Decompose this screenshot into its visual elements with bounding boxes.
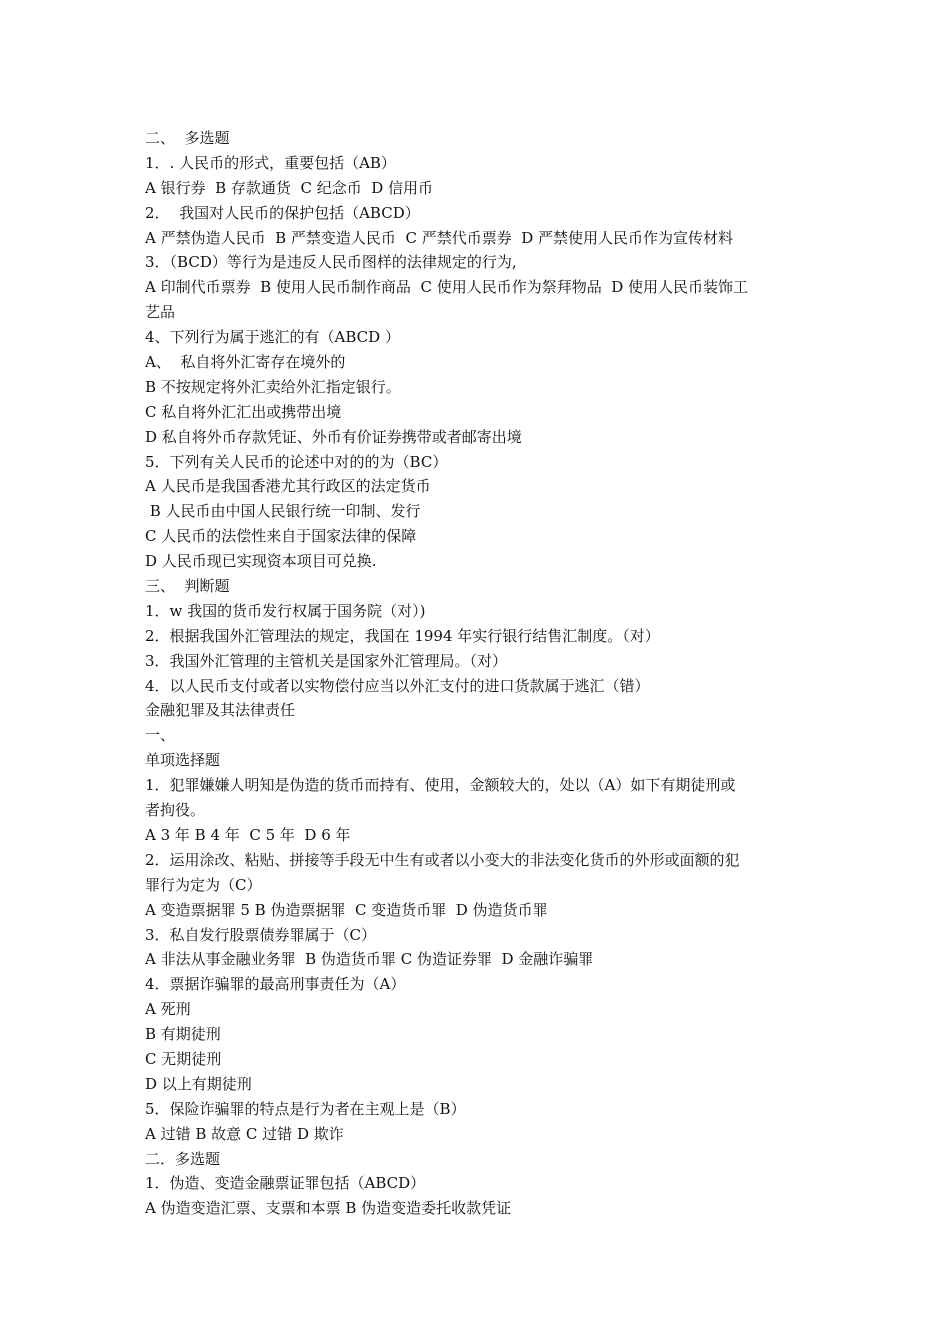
text-line: A、 私自将外汇寄存在境外的 [145,353,346,372]
text-line: 2．根据我国外汇管理法的规定，我国在 1994 年实行银行结售汇制度。（对） [145,626,660,645]
text-line: 4．以人民币支付或者以实物偿付应当以外汇支付的进口货款属于逃汇（错） [145,676,650,695]
text-line: A 银行券 B 存款通货 C 纪念币 D 信用币 [145,178,434,197]
document-page [145,126,825,1221]
text-line: A 印制代币票券 B 使用人民币制作商品 C 使用人民币作为祭拜物品 D 使用人民币装饰工 [145,278,749,297]
text-line: A 过错 B 故意 C 过错 D 欺诈 [145,1124,344,1143]
text-line: A 非法从事金融业务罪 B 伪造货币罪 C 伪造证券罪 D 金融诈骗罪 [145,950,594,969]
text-line: 金融犯罪及其法律责任 [145,701,296,720]
text-line: 3．私自发行股票债券罪属于（C） [145,925,377,944]
text-line: 者拘役。 [145,801,206,820]
text-line: 5．下列有关人民币的论述中对的的为（BC） [145,452,448,471]
text-line: B 不按规定将外汇卖给外汇指定银行。 [145,377,401,396]
text-line: D 人民币现已实现资本项目可兑换. [145,552,377,571]
text-line: 1．犯罪嫌嫌人明知是伪造的货币而持有、使用，金额较大的，处以（A）如下有期徒刑或 [145,776,736,795]
text-line: 4、下列行为属于逃汇的有（ABCD ） [145,328,400,347]
text-line: 3．我国外汇管理的主管机关是国家外汇管理局。（对） [145,651,508,670]
text-line: C 私自将外汇汇出或携带出境 [145,402,342,421]
text-line: 5．保险诈骗罪的特点是行为者在主观上是（B） [145,1099,466,1118]
text-line: D 以上有期徒刑 [145,1074,252,1093]
text-line: A 变造票据罪 5 B 伪造票据罪 C 变造货币罪 D 伪造货币罪 [145,900,548,919]
text-line: 艺品 [145,303,176,322]
text-line: 单项选择题 [145,751,221,770]
text-line: C 人民币的法偿性来自于国家法律的保障 [145,527,417,546]
text-line: 二、 多选题 [145,129,230,147]
text-line: C 无期徒刑 [145,1049,222,1068]
text-line: 二．多选题 [145,1149,221,1168]
text-line: 1．w 我国的货币发行权属于国务院（对）) [145,601,426,620]
text-line: A 人民币是我国香港尤其行政区的法定货币 [145,477,431,496]
text-line: 2． 我国对人民币的保护包括（ABCD） [145,203,420,222]
text-line: 4．票据诈骗罪的最高刑事责任为（A） [145,975,406,994]
text-line: 1．伪造、变造金融票证罪包括（ABCD） [145,1174,426,1193]
text-line: 1．. 人民币的形式，重要包括（AB） [145,153,396,172]
text-line: A 严禁伪造人民币 B 严禁变造人民币 C 严禁代币票券 D 严禁使用人民币作为宣传材料 [145,228,734,247]
text-line: A 3 年 B 4 年 C 5 年 D 6 年 [145,825,351,844]
text-line: B 有期徒刑 [145,1025,221,1044]
text-line: 罪行为定为（C） [145,875,262,894]
text-line: 3．（BCD）等行为是违反人民币图样的法律规定的行为, [145,253,517,272]
text-line: 三、 判断题 [145,577,230,596]
text-line: D 私自将外币存款凭证、外币有价证券携带或者邮寄出境 [145,427,522,446]
text-line: B 人民币由中国人民银行统一印制、发行 [145,502,421,521]
text-line: A 伪造变造汇票、支票和本票 B 伪造变造委托收款凭证 [145,1199,512,1218]
text-line: 一、 [145,726,176,745]
text-line: A 死刑 [145,1000,191,1019]
text-line: 2．运用涂改、粘贴、拼接等手段无中生有或者以小变大的非法变化货币的外形或面额的犯 [145,850,740,869]
